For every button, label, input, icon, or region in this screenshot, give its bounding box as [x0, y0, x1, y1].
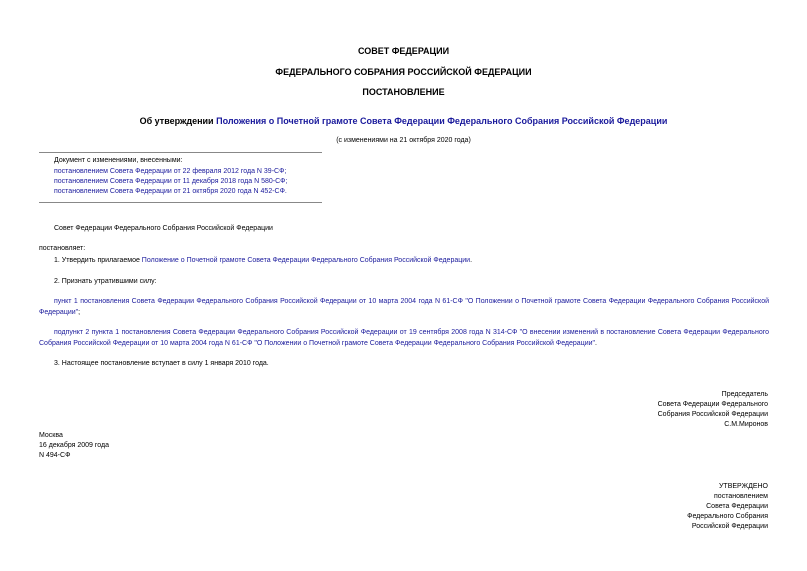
p2b-link[interactable]: подпункт 2 пункта 1 постановления Совета Федерации Федерального Собрания Российской Федерации от 19 сентября 2008 года N 314-СФ "О внесении изменений в постановление Совета Федерации Федерального Собрания Российской Федерации от 10 марта 2004 года N 61-СФ "О Положении о Почетной грамоте Совета Федерации Федерального Собрания Российской Федерации": [39, 329, 769, 347]
signature-line-3: Собрания Российской Федерации: [657, 411, 768, 418]
p2b-suffix: .: [595, 340, 597, 347]
paragraph-2a: [39, 296, 769, 318]
approved-line-5: Российской Федерации: [691, 523, 768, 530]
paragraph-2b: [39, 327, 769, 349]
header-council: СОВЕТ ФЕДЕРАЦИИ: [357, 46, 450, 56]
approved-line-3: Совета Федерации: [706, 503, 768, 510]
paragraph-2: 2. Признать утратившими силу:: [54, 278, 157, 285]
title-prefix: Об утверждении: [139, 116, 217, 126]
revision-note: (с изменениями на 21 октября 2020 года): [336, 137, 471, 144]
p1-link[interactable]: Положение о Почетной грамоте Совета Федерации Федерального Собрания Российской Федерации: [141, 257, 471, 264]
p1-prefix: 1. Утвердить прилагаемое: [54, 257, 142, 264]
paragraph-1: [54, 255, 472, 266]
p2a-suffix: ;: [78, 309, 81, 316]
signature-title: Председатель: [721, 391, 768, 398]
approved-line-4: Федерального Собрания: [687, 513, 768, 520]
header-assembly: ФЕДЕРАЛЬНОГО СОБРАНИЯ РОССИЙСКОЙ ФЕДЕРАЦИИ: [275, 67, 532, 77]
changes-intro: Документ с изменениями, внесенными:: [54, 157, 183, 164]
document-number: N 494-СФ: [39, 452, 71, 459]
title-link[interactable]: Положения о Почетной грамоте Совета Федерации Федерального Собрания Российской Федерации: [216, 116, 668, 126]
place-city: Москва: [39, 432, 63, 439]
resolves: постановляет:: [39, 245, 86, 252]
divider-top: [39, 152, 322, 153]
p1-suffix: .: [470, 257, 473, 264]
document-title: [0, 116, 807, 126]
issuer: Совет Федерации Федерального Собрания Российской Федерации: [54, 225, 273, 232]
p2a-link[interactable]: пункт 1 постановления Совета Федерации Федерального Собрания Российской Федерации от 10 марта 2004 года N 61-СФ "О Положении о Почетной грамоте Совета Федерации Федерального Собрания Российской Федерации": [39, 298, 769, 316]
place-date: 16 декабря 2009 года: [39, 442, 110, 449]
signature-line-2: Совета Федерации Федерального: [657, 401, 768, 408]
change-link-3[interactable]: постановлением Совета Федерации от 21 октября 2020 года N 452-СФ.: [54, 188, 287, 195]
paragraph-3: 3. Настоящее постановление вступает в силу 1 января 2010 года.: [54, 360, 269, 367]
approved-heading: УТВЕРЖДЕНО: [718, 483, 768, 490]
change-link-1[interactable]: постановлением Совета Федерации от 22 февраля 2012 года N 39-СФ;: [54, 168, 287, 175]
divider-bottom: [39, 202, 322, 203]
change-link-2[interactable]: постановлением Совета Федерации от 11 декабря 2018 года N 580-СФ;: [54, 178, 288, 185]
approved-line-2: постановлением: [714, 493, 768, 500]
header-resolution: ПОСТАНОВЛЕНИЕ: [362, 87, 445, 97]
signature-name: С.М.Миронов: [724, 421, 768, 428]
